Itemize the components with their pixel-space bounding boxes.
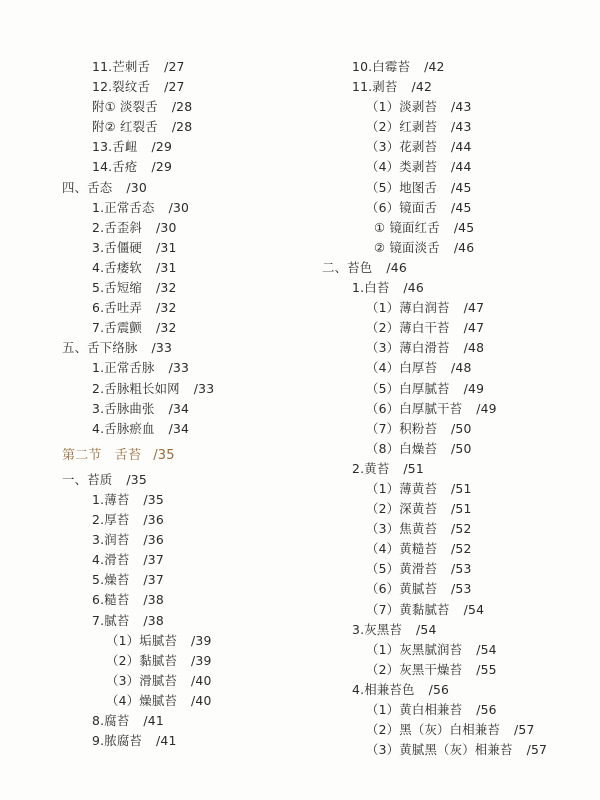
toc-entry-page: /52: [451, 521, 472, 537]
toc-entry: [62, 198, 322, 218]
toc-entry-title: （4）黄糙苔: [366, 541, 438, 557]
toc-entry-title: 10.白霉苔: [352, 59, 411, 74]
toc-entry-title: 1.白苔: [352, 280, 390, 296]
toc-entry: [322, 519, 592, 539]
toc-entry-page: /33: [168, 360, 190, 376]
toc-entry: [322, 439, 592, 459]
toc-entry-page: /35: [153, 447, 175, 463]
toc-entry-title: （1）垢腻苔: [106, 632, 178, 648]
toc-entry: [62, 258, 322, 278]
toc-entry: [322, 680, 592, 700]
toc-entry-page: /42: [411, 79, 433, 95]
toc-entry-title: （3）薄白滑苔: [366, 340, 450, 356]
toc-entry-title: 14.舌疮: [92, 159, 138, 175]
toc-entry-title: 1.正常舌态: [92, 199, 155, 215]
toc-entry-page: /37: [143, 572, 164, 588]
toc-entry-page: /46: [403, 280, 424, 296]
toc-entry-page: /36: [143, 532, 164, 548]
toc-entry-title: 7.舌震颤: [92, 320, 142, 336]
toc-entry: [322, 479, 592, 499]
toc-entry-title: （4）类剥苔: [366, 159, 438, 175]
toc-entry-title: 7.腻苔: [92, 612, 130, 628]
toc-entry-title: （3）黄腻黑（灰）相兼苔: [366, 742, 513, 758]
toc-entry-title: 2.舌歪斜: [92, 219, 142, 235]
toc-entry: [62, 590, 322, 610]
toc-entry-title: （5）黄滑苔: [366, 561, 438, 577]
toc-entry-title: 1.正常舌脉: [92, 360, 155, 376]
toc-entry-title: （2）黏腻苔: [106, 652, 178, 668]
toc-entry: [62, 137, 322, 157]
toc-entry: [62, 631, 322, 651]
toc-entry-title: （7）积粉苔: [366, 420, 438, 436]
toc-entry-title: 四、舌态: [62, 179, 113, 195]
toc-entry: [62, 298, 322, 318]
toc-entry-title: 6.糙苔: [92, 592, 130, 608]
toc-entry-page: /57: [526, 742, 548, 758]
toc-entry: [62, 530, 322, 550]
toc-entry-page: /27: [164, 59, 185, 74]
toc-entry: [62, 178, 322, 198]
toc-entry-page: /30: [168, 199, 190, 215]
toc-entry: [322, 218, 592, 238]
toc-entry: [322, 117, 592, 137]
toc-entry: [62, 570, 322, 590]
toc-entry-page: /27: [164, 79, 185, 95]
toc-entry-title: （6）镜面舌: [366, 199, 438, 215]
toc-entry-page: /54: [476, 641, 497, 657]
toc-entry-page: /45: [453, 219, 475, 235]
toc-entry-page: /49: [463, 380, 485, 396]
toc-entry-title: 4.舌痿软: [92, 259, 142, 275]
toc-entry: [322, 740, 592, 760]
toc-entry: [62, 338, 322, 358]
toc-entry: [62, 470, 322, 490]
toc-entry-page: /31: [156, 259, 177, 275]
toc-entry-title: （1）黄白相兼苔: [366, 702, 463, 717]
toc-entry-title: 五、舌下络脉: [62, 340, 138, 356]
toc-entry-title: （8）白燥苔: [366, 440, 438, 456]
toc-entry-title: （7）黄黏腻苔: [366, 601, 450, 617]
toc-entry-title: 5.燥苔: [92, 572, 130, 588]
toc-entry-page: /32: [156, 280, 177, 296]
toc-entry-page: /30: [126, 179, 147, 195]
toc-entry-title: 8.腐苔: [92, 713, 130, 728]
toc-entry-page: /56: [476, 702, 497, 717]
toc-entry: [62, 671, 322, 691]
toc-entry-page: /38: [143, 612, 164, 628]
toc-entry-page: /42: [424, 59, 445, 74]
toc-entry: [62, 318, 322, 338]
toc-entry: [62, 611, 322, 631]
toc-entry-title: （1）薄黄苔: [366, 480, 438, 496]
toc-entry-page: /47: [463, 300, 485, 316]
toc-entry: [62, 77, 322, 97]
toc-entry-page: /37: [143, 552, 164, 568]
toc-entry-title: 3.舌僵硬: [92, 239, 142, 255]
toc-entry-page: /56: [428, 681, 450, 697]
toc-entry: [322, 559, 592, 579]
toc-entry-title: 11.芒刺舌: [92, 59, 151, 74]
toc-entry-page: /30: [156, 219, 177, 235]
toc-entry-page: /57: [514, 722, 535, 738]
toc-entry: [322, 198, 592, 218]
toc-entry-title: 2.黄苔: [352, 460, 390, 476]
toc-entry: [62, 419, 322, 439]
toc-entry: [322, 338, 592, 358]
toc-entry: [62, 731, 322, 751]
toc-entry: [62, 510, 322, 530]
toc-entry: [62, 57, 322, 77]
toc-entry-page: /54: [463, 601, 485, 617]
toc-entry: [322, 459, 592, 479]
toc-entry-title: （4）白厚苔: [366, 360, 438, 376]
toc-entry-page: /51: [451, 501, 472, 517]
toc-entry-title: （1）薄白润苔: [366, 300, 450, 316]
toc-entry-title: 5.舌短缩: [92, 280, 142, 296]
toc-entry: [322, 137, 592, 157]
toc-entry: [322, 157, 592, 177]
toc-entry-title: 6.舌吐弄: [92, 300, 142, 316]
toc-entry-title: （5）地图舌: [366, 179, 438, 195]
toc-entry-page: /53: [451, 581, 472, 597]
toc-entry: [322, 399, 592, 419]
toc-entry: [322, 238, 592, 258]
toc-entry-title: 附② 红裂舌: [92, 119, 158, 135]
toc-entry: [322, 97, 592, 117]
toc-entry: [322, 379, 592, 399]
toc-entry-title: （3）焦黄苔: [366, 521, 438, 537]
toc-entry-page: /43: [451, 99, 472, 115]
toc-entry-page: /39: [191, 652, 212, 668]
toc-entry: [62, 218, 322, 238]
toc-entry-page: /47: [463, 320, 485, 336]
toc-entry-title: 4.舌脉瘀血: [92, 420, 155, 436]
toc-entry-title: 第二节 舌苔: [62, 447, 142, 463]
toc-entry-title: 13.舌衄: [92, 139, 138, 155]
toc-entry-page: /40: [191, 692, 212, 708]
toc-entry-page: /50: [451, 420, 472, 436]
toc-entry-title: 1.薄苔: [92, 491, 130, 507]
toc-entry-page: /53: [451, 561, 472, 577]
toc-entry-title: （3）滑腻苔: [106, 672, 178, 688]
toc-entry-page: /48: [463, 340, 485, 356]
toc-entry: [322, 57, 592, 77]
toc-entry: [322, 77, 592, 97]
toc-entry: [322, 278, 592, 298]
toc-entry-page: /35: [126, 471, 147, 487]
toc-entry-title: 二、苔色: [322, 259, 373, 275]
toc-entry-title: （3）花剥苔: [366, 139, 438, 155]
toc-entry-title: （2）薄白干苔: [366, 320, 450, 336]
toc-entry: [322, 358, 592, 378]
toc-entry-title: ② 镜面淡舌: [374, 239, 440, 255]
toc-entry: [322, 600, 592, 620]
toc-entry-title: （2）灰黑干燥苔: [366, 661, 463, 677]
toc-entry-page: /32: [156, 300, 177, 316]
toc-entry: [322, 620, 592, 640]
toc-entry-page: /33: [193, 380, 215, 396]
toc-entry-title: （6）白厚腻干苔: [366, 400, 463, 416]
toc-entry: [322, 720, 592, 740]
toc-entry-title: 3.润苔: [92, 532, 130, 548]
toc-entry-page: /55: [476, 661, 497, 677]
toc-entry-page: /46: [453, 239, 475, 255]
toc-entry-title: 3.灰黑苔: [352, 621, 402, 637]
toc-entry-page: /34: [168, 400, 190, 416]
toc-entry-page: /46: [386, 259, 407, 275]
toc-entry: [322, 700, 592, 720]
toc-entry-page: /50: [451, 440, 472, 456]
toc-entry: [62, 117, 322, 137]
toc-entry-title: 2.舌脉粗长如网: [92, 380, 180, 396]
toc-entry: [322, 178, 592, 198]
toc-entry-title: ① 镜面红舌: [374, 219, 440, 235]
toc-entry: [62, 651, 322, 671]
toc-entry: [62, 399, 322, 419]
toc-entry-title: 12.裂纹舌: [92, 79, 151, 95]
toc-entry-title: 9.脓腐苔: [92, 733, 142, 749]
toc-entry-page: /31: [156, 239, 177, 255]
toc-entry: [62, 278, 322, 298]
toc-entry-title: （2）黑（灰）白相兼苔: [366, 722, 500, 738]
toc-entry-title: 一、苔质: [62, 471, 113, 487]
toc-left-column: [62, 57, 322, 751]
toc-entry-page: /35: [143, 491, 164, 507]
toc-entry-page: /41: [156, 733, 177, 749]
toc-entry-page: /28: [171, 119, 193, 135]
toc-entry: [322, 258, 592, 278]
toc-entry-page: /39: [191, 632, 212, 648]
toc-entry: [62, 358, 322, 378]
toc-entry-title: 4.滑苔: [92, 552, 130, 568]
toc-entry-page: /45: [451, 199, 472, 215]
toc-entry: [322, 298, 592, 318]
toc-entry-page: /51: [451, 480, 472, 496]
toc-entry-title: 4.相兼苔色: [352, 681, 415, 697]
toc-entry: [62, 490, 322, 510]
toc-entry-title: 3.舌脉曲张: [92, 400, 155, 416]
toc-entry-page: /41: [143, 713, 164, 728]
toc-entry: [322, 318, 592, 338]
toc-entry: [62, 711, 322, 731]
toc-entry: [62, 157, 322, 177]
toc-entry-page: /34: [168, 420, 190, 436]
toc-entry-title: （6）黄腻苔: [366, 581, 438, 597]
toc-entry-page: /36: [143, 512, 164, 528]
toc-entry-page: /40: [191, 672, 212, 688]
toc-entry-page: /45: [451, 179, 472, 195]
toc-entry-page: /44: [451, 159, 472, 175]
toc-entry: [62, 97, 322, 117]
toc-entry-title: 附① 淡裂舌: [92, 99, 158, 115]
toc-entry-page: /29: [151, 139, 173, 155]
toc-entry-title: （5）白厚腻苔: [366, 380, 450, 396]
toc-entry: [62, 238, 322, 258]
toc-entry-page: /54: [416, 621, 437, 637]
toc-entry: [322, 640, 592, 660]
toc-entry-page: /52: [451, 541, 472, 557]
toc-entry-title: （2）红剥苔: [366, 119, 438, 135]
toc-entry-title: （1）灰黑腻润苔: [366, 641, 463, 657]
toc-entry: [322, 419, 592, 439]
toc-entry: [322, 539, 592, 559]
toc-entry-title: （4）燥腻苔: [106, 692, 178, 708]
section-heading: [62, 446, 322, 466]
toc-entry: [322, 660, 592, 680]
toc-entry-title: （2）深黄苔: [366, 501, 438, 517]
toc-entry: [62, 691, 322, 711]
toc-entry: [322, 499, 592, 519]
toc-entry: [62, 550, 322, 570]
toc-entry-title: 2.厚苔: [92, 512, 130, 528]
toc-entry: [62, 379, 322, 399]
toc-entry-page: /51: [403, 460, 424, 476]
toc-entry-page: /49: [476, 400, 497, 416]
toc-right-column: [322, 57, 592, 760]
toc-entry-title: （1）淡剥苔: [366, 99, 438, 115]
toc-entry-page: /32: [156, 320, 177, 336]
toc-entry-page: /29: [151, 159, 173, 175]
toc-entry-title: 11.剥苔: [352, 79, 398, 95]
toc-entry-page: /38: [143, 592, 164, 608]
toc-entry-page: /43: [451, 119, 472, 135]
toc-entry-page: /33: [151, 340, 173, 356]
toc-entry-page: /48: [451, 360, 472, 376]
toc-entry: [322, 579, 592, 599]
toc-entry-page: /44: [451, 139, 472, 155]
toc-entry-page: /28: [171, 99, 193, 115]
